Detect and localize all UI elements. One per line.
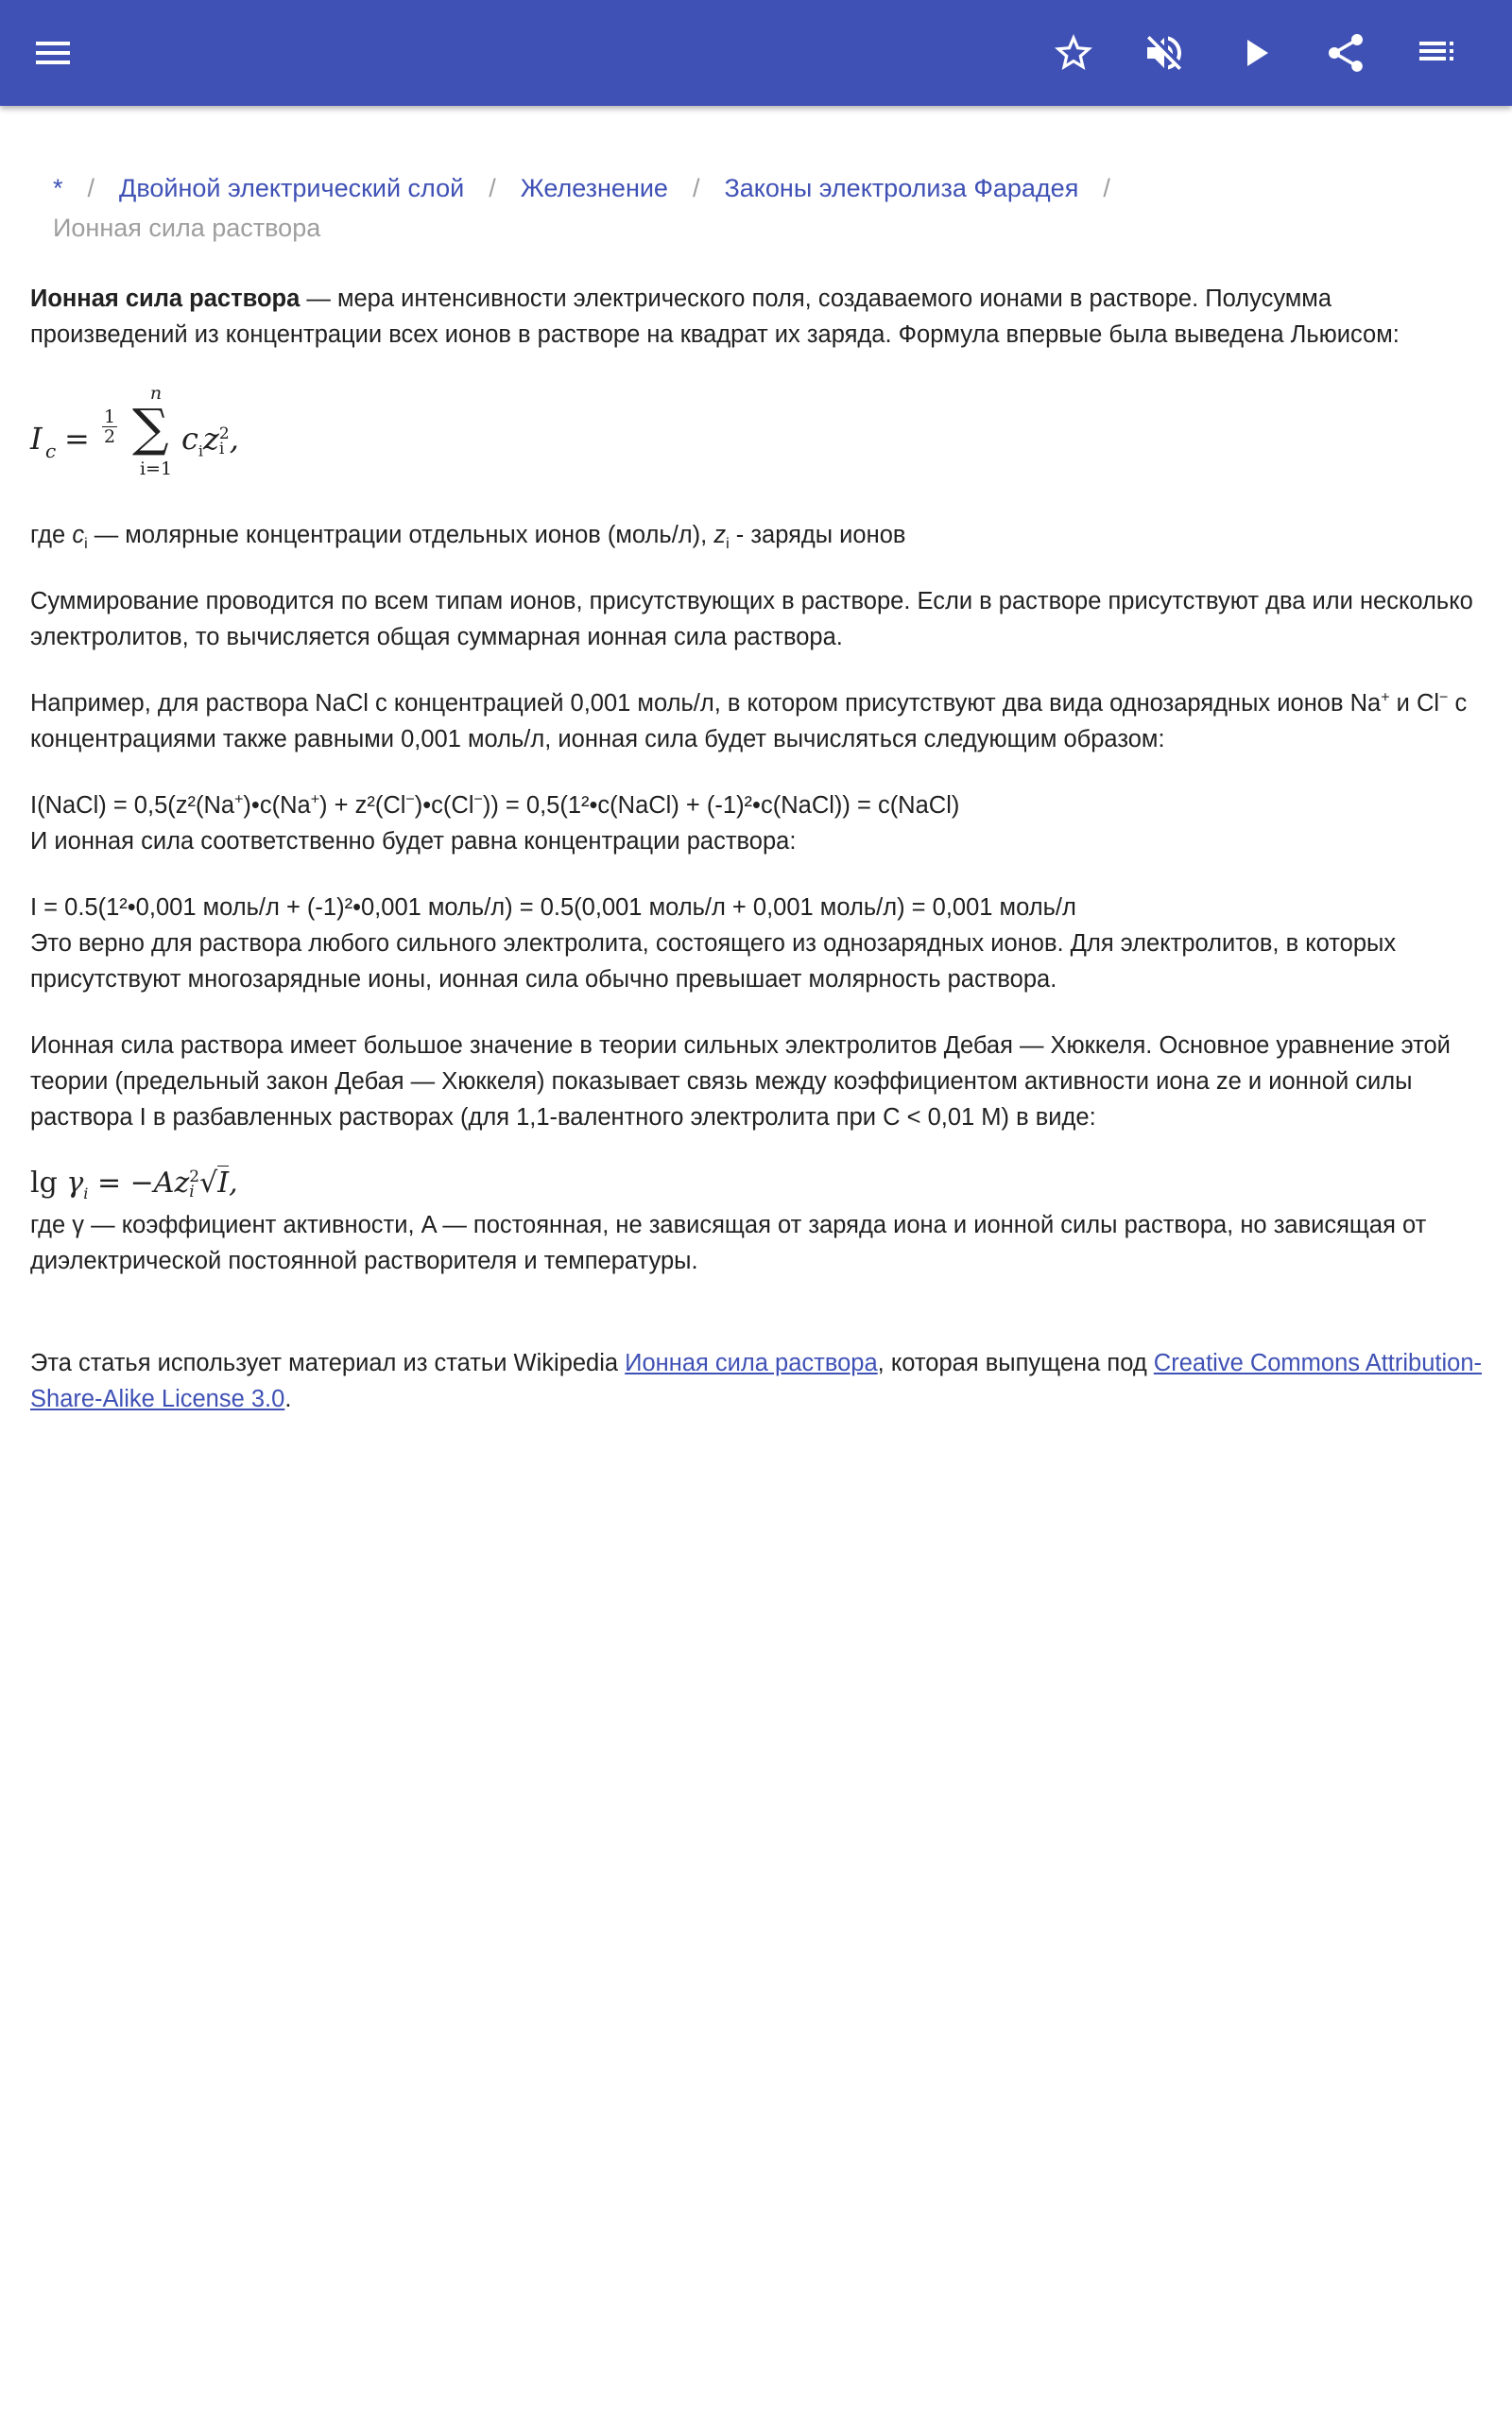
breadcrumb-current: Ионная сила раствора: [53, 214, 321, 242]
playlist-icon[interactable]: [1414, 30, 1459, 76]
wikipedia-article-link[interactable]: Ионная сила раствора: [625, 1350, 878, 1376]
intro-paragraph: [30, 281, 1486, 353]
breadcrumb-home[interactable]: *: [53, 174, 63, 202]
formula-body: $c_iz2$ i ,: [181, 421, 239, 460]
breadcrumb-separator: /: [87, 174, 95, 202]
license-link[interactable]: Creative Commons Attribution-Share-Alike License 3.0: [30, 1350, 1483, 1412]
article-term: Ионная сила раствора: [30, 285, 301, 312]
license-footer: Эта статья использует материал из статьи Wikipedia Ионная сила раствора, которая выпущена под Creative Commons Attribution-Share-Alike License 3.0.: [30, 1350, 1483, 1412]
share-icon[interactable]: [1323, 30, 1368, 76]
formula-fraction: [102, 407, 117, 446]
summation-paragraph: Суммирование проводится по всем типам ионов, присутствующих в растворе. Если в растворе присутствуют два или несколько электролитов, то вычисляется общая суммарная ионная сила раствора.: [30, 588, 1473, 650]
breadcrumb-separator: /: [1103, 174, 1110, 202]
play-icon[interactable]: [1232, 30, 1278, 76]
breadcrumb-item[interactable]: Законы электролиза Фарадея: [724, 174, 1079, 202]
intro-text: — мера интенсивности электрического поля, создаваемого ионами в растворе. Полусумма произведений из концентрации всех ионов в растворе на квадрат их заряда. Формула впервые была выведена Льюисом:: [30, 285, 1400, 348]
denominator: 2: [103, 426, 116, 447]
breadcrumb-item[interactable]: Двойной электрический слой: [119, 174, 465, 202]
formula-eq: =: [64, 421, 90, 457]
nacl-calc-paragraph: I(NaCl) = 0,5(z²(Na+)•c(Na+) + z²(Cl−)•c(Cl−)) = 0,5(1²•c(NaCl) + (-1)²•c(NaCl)) = c(NaCl) И ионная сила соответственно будет равна концентрации раствора:: [30, 791, 960, 855]
breadcrumb: [53, 168, 1470, 248]
breadcrumb-item[interactable]: Железнение: [520, 174, 668, 202]
breadcrumb-separator: /: [489, 174, 496, 202]
sum-lower: i=1: [139, 458, 173, 479]
volume-off-icon[interactable]: [1142, 30, 1187, 76]
app-bar: [0, 0, 1512, 106]
example-paragraph: Например, для раствора NaCl с концентрацией 0,001 моль/л, в котором присутствуют два вида однозарядных ионов Na+ и Cl− с концентрациями также равными 0,001 моль/л, ионная сила будет вычисляться следующим образом:: [30, 689, 1468, 752]
breadcrumb-separator: /: [692, 174, 700, 202]
activity-paragraph: где γ — коэффициент активности, A — постоянная, не зависящая от заряда иона и ионной силы раствора, но зависящая от диэлектрической постоянной растворителя и температуры.: [30, 1212, 1427, 1274]
result-paragraph: I = 0.5(1²•0,001 моль/л + (-1)²•0,001 моль/л) = 0.5(0,001 моль/л + 0,001 моль/л) = 0,001 моль/л Это верно для раствора любого сильного электролита, состоящего из однозарядных ионов. Для электролитов, в которых присутствуют многозарядные ионы, ионная сила обычно превышает молярность раствора.: [30, 894, 1397, 993]
star-icon[interactable]: [1051, 30, 1096, 76]
sum-upper: n: [149, 383, 163, 404]
debye-huckel-formula: $\lg \gamma_i = -Az2$ i √I,: [30, 1167, 238, 1202]
ionic-strength-formula: I c = 1 2 n ∑ i=1 $c_iz2$ i ,: [30, 383, 239, 479]
menu-icon[interactable]: [30, 30, 76, 76]
formula-lhs: I: [30, 421, 43, 457]
article-content: [30, 281, 1486, 1447]
definitions-paragraph: где $c_i$ — молярные концентрации отдельных ионов (моль/л), $z_i$ - заряды ионов: [30, 522, 906, 553]
numerator: 1: [103, 406, 116, 427]
sum-symbol: ∑: [132, 398, 169, 458]
debye-huckel-paragraph: Ионная сила раствора имеет большое значение в теории сильных электролитов Дебая — Хюккеля. Основное уравнение этой теории (предельный закон Дебая — Хюккеля) показывает связь между коэффициентом активности иона ze и ионной силы раствора I в разбавленных растворах (для 1,1-валентного электролита при C < 0,01 M) в виде:: [30, 1032, 1451, 1131]
